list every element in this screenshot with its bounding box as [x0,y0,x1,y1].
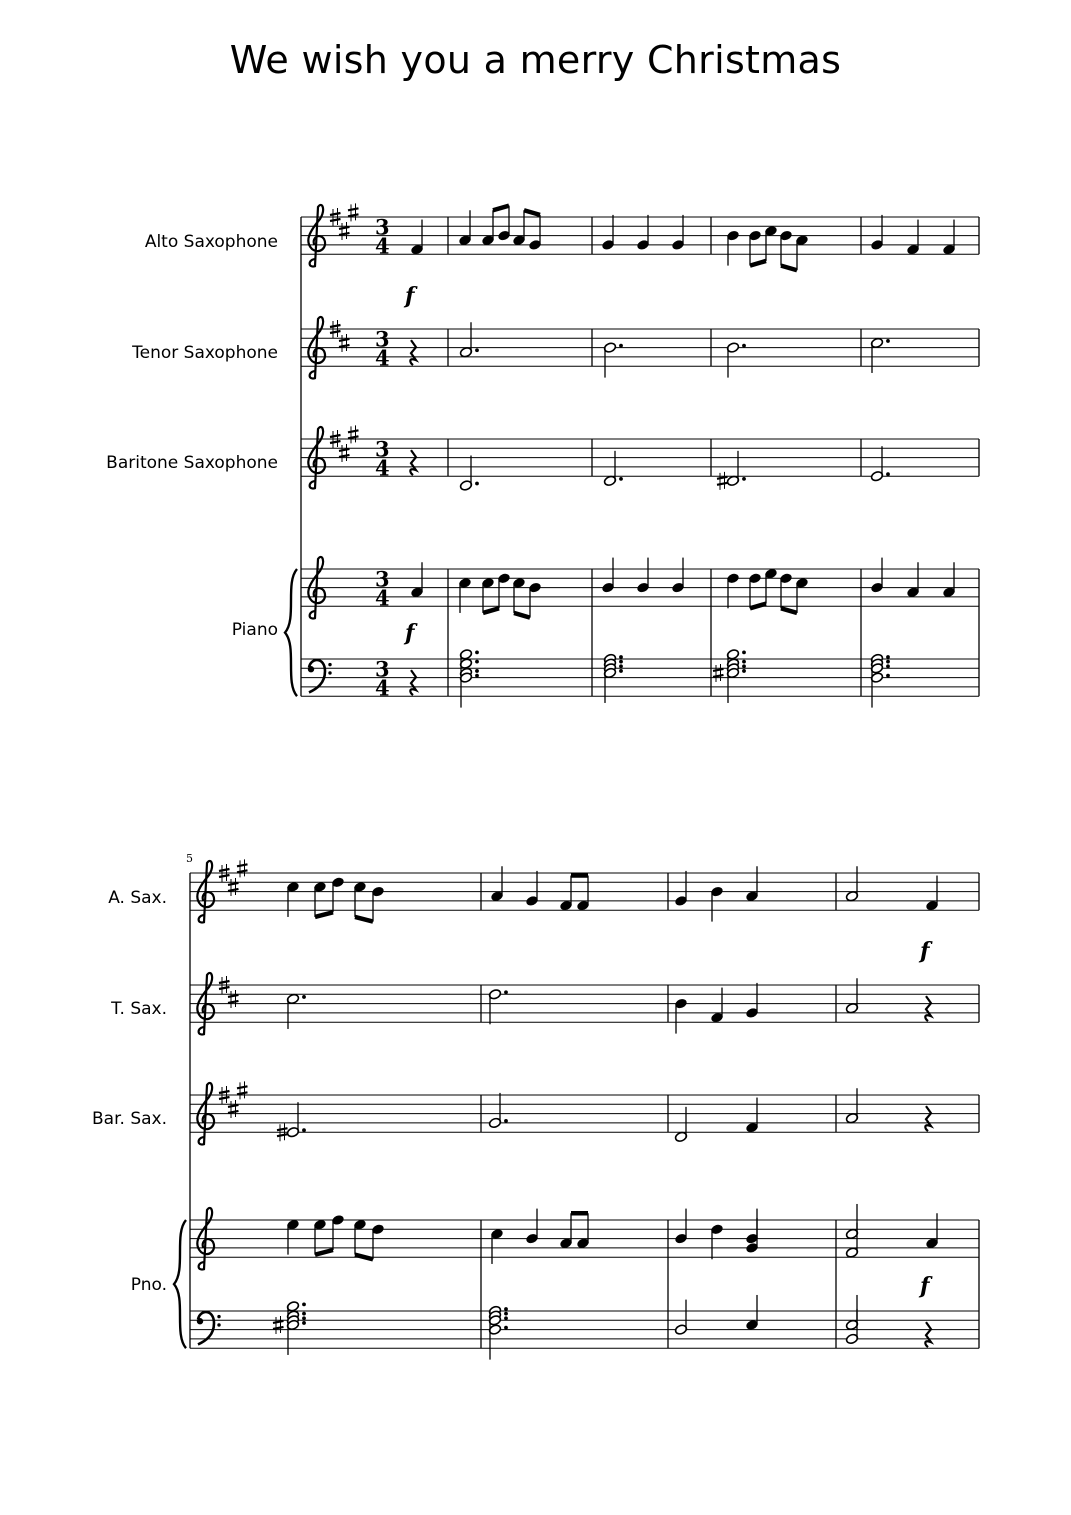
dot [619,664,623,668]
quarter-rest-icon [925,996,931,1021]
bass-clef-dot [197,1318,203,1324]
beam [493,206,509,211]
dot [742,477,746,481]
dot [886,472,890,476]
sharp-icon [228,889,239,891]
staff-label-a-sax: A. Sax. [108,888,167,908]
dot [742,660,746,664]
dot [302,1312,306,1316]
sharp-icon [330,441,341,443]
staff-label-piano: Piano [231,620,278,640]
dot [886,664,890,668]
dot [742,344,746,348]
sharp-icon [219,869,230,871]
dynamic-forte: f [405,620,415,646]
sharp-icon [219,1097,230,1099]
sharp-icon [339,455,350,457]
sharp-icon [273,1327,284,1329]
sharp-icon [228,1105,239,1107]
sharp-icon [219,875,230,877]
bass-clef-dot [328,663,331,666]
time-signature-top: 3 [375,214,390,240]
staff-label-pno: Pno. [130,1275,167,1295]
sharp-icon [339,227,350,229]
sharp-icon [237,864,248,866]
dot [619,655,623,659]
sharp-icon [339,233,350,235]
score-title: We wish you a merry Christmas [229,38,842,82]
beam [315,1250,333,1255]
sharp-icon [348,430,359,432]
staff-label-alto-saxophone: Alto Saxophone [144,232,278,252]
sharp-icon [237,1086,248,1088]
dot [886,655,890,659]
time-signature-top: 3 [375,656,390,682]
sharp-icon [330,213,341,215]
dot [742,650,746,654]
sharp-icon [348,208,359,210]
sharp-icon [339,449,350,451]
sharp-icon [717,477,728,479]
sharp-icon [330,331,341,333]
piano-brace [285,569,297,696]
sharp-icon [273,1321,284,1323]
dot [302,1302,306,1306]
sharp-icon [717,483,728,485]
sharp-icon [348,436,359,438]
bass-clef-icon [198,1312,214,1344]
sharp-icon [237,1092,248,1094]
dot [504,1316,508,1320]
dot [475,660,479,664]
beam [750,261,766,266]
dot [742,669,746,673]
dot [742,664,746,668]
dot [886,339,890,343]
dot [302,1316,306,1320]
dot [504,1307,508,1311]
dynamic-forte: f [920,938,930,964]
dot [475,482,479,486]
dot [619,344,623,348]
dot [504,990,508,994]
quarter-rest-icon [410,670,416,695]
measure-number: 5 [186,852,193,865]
beam [781,266,797,271]
dot [504,1326,508,1330]
staff-label-tenor-saxophone: Tenor Saxophone [132,343,278,363]
staff-label-bar-sax: Bar. Sax. [92,1109,167,1129]
dot [475,650,479,654]
time-signature-bottom: 4 [375,585,390,611]
dot [475,348,479,352]
sharp-icon [339,339,350,341]
time-signature-top: 3 [375,436,390,462]
sharp-icon [713,675,724,677]
bass-clef-dot [217,1315,220,1318]
dynamic-forte: f [920,1273,930,1299]
sharp-icon [330,219,341,221]
dot [302,1321,306,1325]
quarter-rest-icon [925,1106,931,1131]
beam [355,1255,373,1260]
sharp-icon [330,435,341,437]
dot [302,995,306,999]
beam [483,608,499,613]
dot [475,674,479,678]
dot [619,660,623,664]
time-signature-top: 3 [375,566,390,592]
staff-label-baritone-saxophone: Baritone Saxophone [106,453,278,473]
time-signature-bottom: 4 [375,455,390,481]
time-signature-bottom: 4 [375,675,390,701]
staff-label-t-sax: T. Sax. [111,999,167,1019]
beam [750,604,766,609]
sharp-icon [219,981,230,983]
quarter-rest-icon [410,450,416,475]
dot [619,477,623,481]
beam [315,912,333,917]
dynamic-forte: f [405,283,415,309]
bass-clef-icon [309,660,325,692]
sharp-icon [228,1111,239,1113]
sharp-icon [228,995,239,997]
dot [302,1128,306,1132]
dot [504,1119,508,1123]
bass-clef-dot [217,1323,220,1326]
dot [504,1312,508,1316]
bass-clef-dot [328,671,331,674]
dot [475,669,479,673]
beam [355,917,373,922]
beam [524,210,540,215]
quarter-rest-icon [410,340,416,365]
beam [514,613,530,618]
sharp-icon [339,345,350,347]
dot [886,660,890,664]
time-signature-top: 3 [375,326,390,352]
dot [619,669,623,673]
sharp-icon [277,1134,288,1136]
quarter-rest-icon [925,1322,931,1347]
sharp-icon [348,214,359,216]
sharp-icon [228,1001,239,1003]
time-signature-bottom: 4 [375,345,390,371]
time-signature-bottom: 4 [375,233,390,259]
piano-brace [174,1220,186,1348]
sharp-icon [219,987,230,989]
sharp-icon [237,870,248,872]
bass-clef-dot [308,666,314,672]
sharp-icon [228,883,239,885]
dot [886,674,890,678]
sharp-icon [330,325,341,327]
sharp-icon [219,1091,230,1093]
sharp-icon [277,1128,288,1130]
beam [781,608,797,613]
sharp-icon [713,669,724,671]
